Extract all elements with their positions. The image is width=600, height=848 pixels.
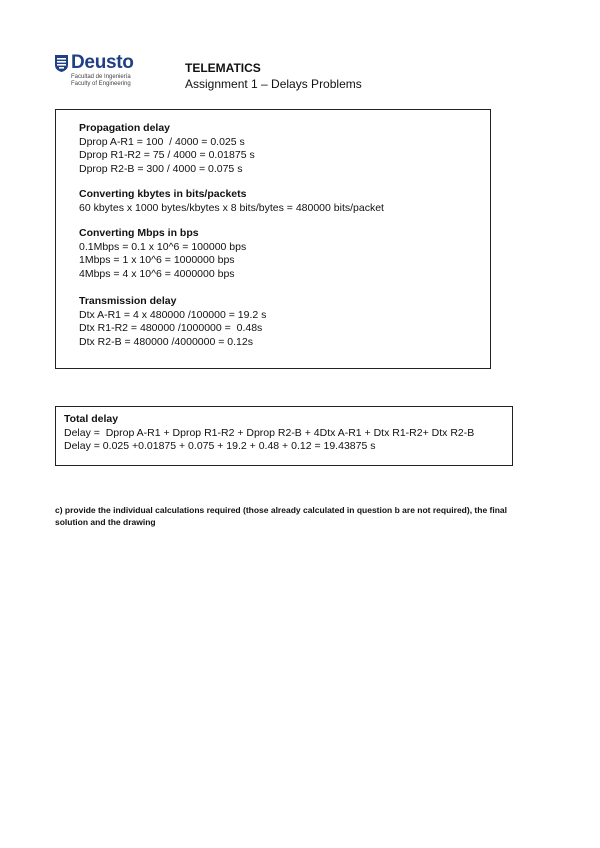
calc-line: 1Mbps = 1 x 10^6 = 1000000 bps xyxy=(79,254,235,266)
propagation-section xyxy=(79,122,255,176)
calc-line: Dprop R1-R2 = 75 / 4000 = 0.01875 s xyxy=(79,149,255,161)
calc-line: Dprop R2-B = 300 / 4000 = 0.075 s xyxy=(79,162,243,175)
shield-icon xyxy=(55,55,68,72)
calc-line: Dtx R2-B = 480000 /4000000 = 0.12s xyxy=(79,335,253,348)
page-title: TELEMATICS xyxy=(185,61,261,75)
section-heading: Propagation delay xyxy=(79,122,171,134)
logo-brand: Deusto xyxy=(71,52,134,73)
section-heading: Transmission delay xyxy=(79,295,177,307)
section-heading: Converting Mbps in bps xyxy=(79,227,199,239)
logo-subtitle-1: Facultad de Ingeniería xyxy=(71,74,131,80)
calc-line: Dtx A-R1 = 4 x 480000 /100000 = 19.2 s xyxy=(79,308,267,321)
calc-line: Dprop A-R1 = 100 / 4000 = 0.025 s xyxy=(79,135,245,148)
section-heading: Total delay xyxy=(64,413,119,425)
deusto-logo xyxy=(55,53,145,89)
section-heading: Converting kbytes in bits/packets xyxy=(79,188,247,200)
total-delay-box xyxy=(55,406,513,466)
calc-line: 60 kbytes x 1000 bytes/kbytes x 8 bits/bytes = 480000 bits/packet xyxy=(79,201,384,214)
question-note: c) provide the individual calculations required (those already calculated in question b are not required), the final solution and the drawing xyxy=(55,505,508,527)
calc-line: Delay = Dprop A-R1 + Dprop R1-R2 + Dprop R2-B + 4Dtx A-R1 + Dtx R1-R2+ Dtx R2-B xyxy=(64,426,475,439)
calculations-box xyxy=(55,109,491,369)
calc-line: 0.1Mbps = 0.1 x 10^6 = 100000 bps xyxy=(79,240,247,253)
page-subtitle: Assignment 1 – Delays Problems xyxy=(185,77,362,91)
calc-line: Delay = 0.025 +0.01875 + 0.075 + 19.2 + 0.48 + 0.12 = 19.43875 s xyxy=(64,440,376,452)
total-delay-content xyxy=(64,413,474,454)
calc-line: Dtx R1-R2 = 480000 /1000000 = 0.48s xyxy=(79,322,263,334)
conversion-mbps-section xyxy=(79,227,246,281)
conversion-kbytes-section xyxy=(79,188,384,215)
logo-subtitle-2: Faculty of Engineering xyxy=(71,81,131,87)
calc-line: 4Mbps = 4 x 10^6 = 4000000 bps xyxy=(79,267,235,280)
transmission-section xyxy=(79,295,266,349)
